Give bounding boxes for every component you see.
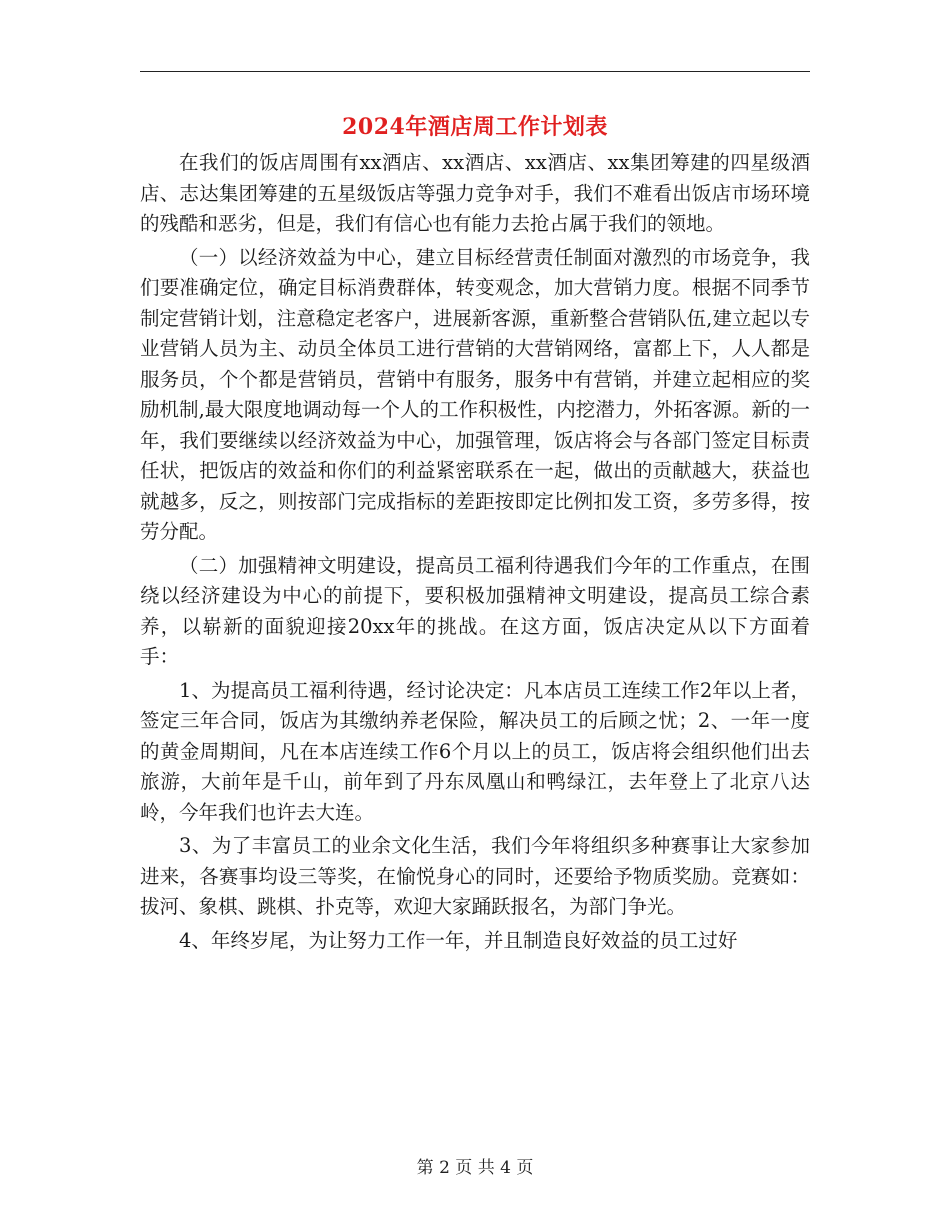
header-rule: [140, 71, 810, 72]
document-body: [140, 148, 810, 959]
paragraph-item-4: 4、年终岁尾，为让努力工作一年，并且制造良好效益的员工过好: [179, 928, 738, 952]
paragraph-item-1-2: 1、为提高员工福利待遇，经讨论决定：凡本店员工连续工作2年以上者，签定三年合同，饭店为其缴纳养老保险，解决员工的后顾之忧；2、一年一度的黄金周期间，凡在本店连续工作6个月以上的员工，饭店将会组织他们出去旅游，大前年是千山，前年到了丹东凤凰山和鸭绿江，去年登上了北京八达岭，今年我们也许去大连。: [140, 678, 810, 824]
paragraph-section-1: （一）以经济效益为中心，建立目标经营责任制面对激烈的市场竞争，我们要准确定位，确定目标消费群体，转变观念，加大营销力度。根据不同季节制定营销计划，注意稳定老客户，进展新客源，重新整合营销队伍,建立起以专业营销人员为主、动员全体员工进行营销的大营销网络，富都上下，人人都是服务员，个个都是营销员，营销中有服务，服务中有营销，并建立起相应的奖励机制,最大限度地调动每一个人的工作积极性，内挖潜力，外拓客源。新的一年，我们要继续以经济效益为中心，加强管理，饭店将会与各部门签定目标责任状，把饭店的效益和你们的利益紧密联系在一起，做出的贡献越大，获益也就越多，反之，则按部门完成指标的差距按即定比例扣发工资，多劳多得，按劳分配。: [140, 245, 810, 543]
document-title: 2024年酒店周工作计划表: [342, 114, 608, 140]
page-number: 第 2 页 共 4 页: [416, 1158, 534, 1178]
paragraph-intro: 在我们的饭店周围有xx酒店、xx酒店、xx酒店、xx集团筹建的四星级酒店、志达集团筹建的五星级饭店等强力竞争对手，我们不难看出饭店市场环境的残酷和恶劣，但是，我们有信心也有能力去抢占属于我们的领地。: [140, 151, 810, 235]
paragraph-section-2: （二）加强精神文明建设，提高员工福利待遇我们今年的工作重点，在围绕以经济建设为中心的前提下，要积极加强精神文明建设，提高员工综合素养，以崭新的面貌迎接20xx年的挑战。在这方面，饭店决定从以下方面着手：: [140, 553, 810, 668]
paragraph-item-3: 3、为了丰富员工的业余文化生活，我们今年将组织多种赛事让大家参加进来，各赛事均设三等奖，在愉悦身心的同时，还要给予物质奖励。竞赛如：拔河、象棋、跳棋、扑克等，欢迎大家踊跃报名，为部门争光。: [140, 834, 810, 918]
